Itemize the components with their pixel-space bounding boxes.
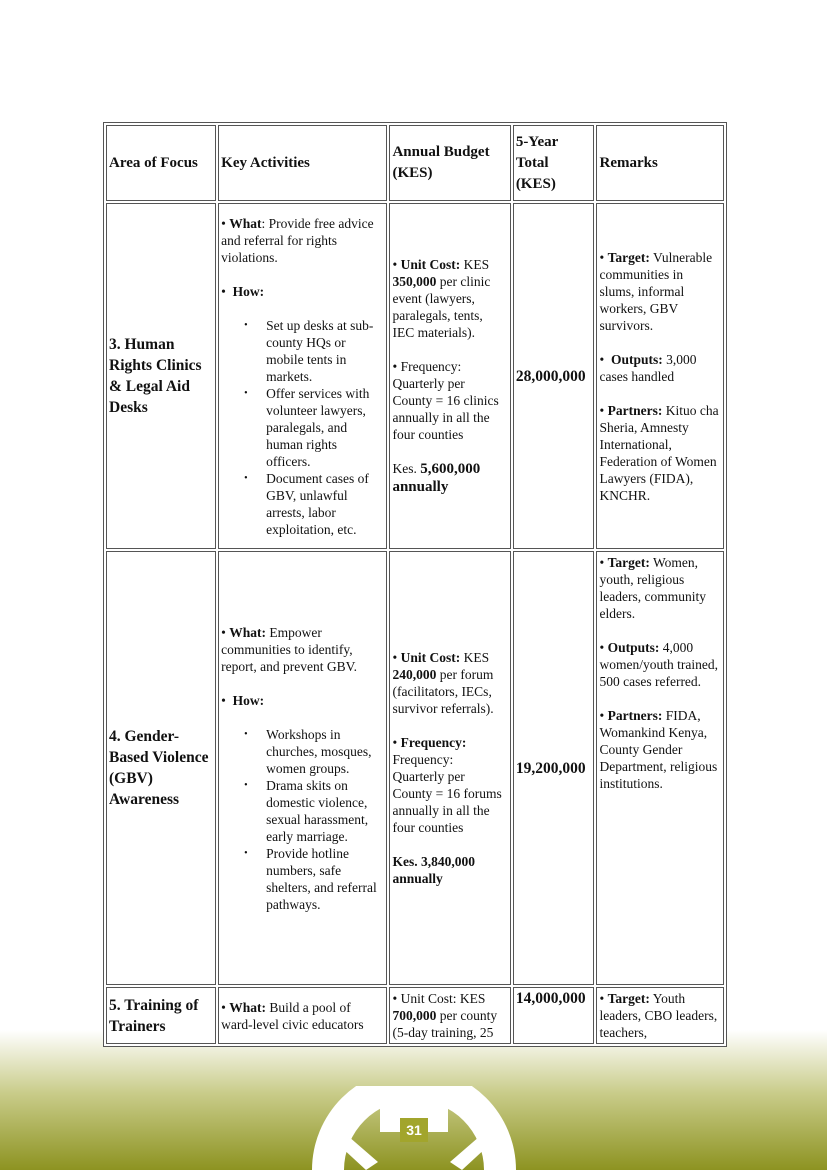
list-item: • Set up desks at sub-county HQs or mobile tents in markets.	[266, 317, 384, 385]
unit-cost-prefix: KES	[460, 650, 490, 665]
unit-cost-text: • Unit Cost: KES	[392, 991, 486, 1006]
list-item: • Workshops in churches, mosques, women groups.	[266, 726, 384, 777]
target-label: Target:	[607, 249, 650, 265]
area-cell: 4. Gender-Based Violence (GBV) Awareness	[106, 551, 216, 985]
header-five-year-total: 5-Year Total (KES)	[513, 125, 595, 201]
frequency-text: • Frequency: Quarterly per County = 16 clinics annually in all the four counties	[392, 359, 499, 442]
annual-amount: 5,600,000 annually	[392, 461, 481, 495]
list-item: • Document cases of GBV, unlawful arrests, labor exploitation, etc.	[266, 470, 384, 538]
how-label: How:	[232, 692, 265, 708]
partners-text: FIDA, Womankind Kenya, County Gender Department, religious institutions.	[599, 708, 718, 791]
target-label: Target:	[607, 555, 650, 570]
outputs-label: Outputs:	[610, 351, 663, 367]
what-text: : Provide free advice and referral for rights violations.	[221, 215, 374, 265]
table-row	[106, 987, 724, 1044]
partners-label: Partners:	[607, 708, 663, 723]
what-label: What:	[229, 624, 267, 640]
remarks-cell: • Target: Vulnerable communities in slums, informal workers, GBV survivors. • Outputs: 3,000 cases handled • Partners: Kituo cha Sheria, Amnesty International, Federation of Women Lawyers (FIDA), KNCHR.	[596, 203, 724, 549]
how-label: How:	[232, 283, 265, 299]
what-text: Empower communities to identify, report, and prevent GBV.	[221, 624, 358, 674]
activities-cell: • What: Build a pool of ward-level civic educators	[218, 987, 387, 1044]
unit-cost-label: Unit Cost:	[400, 257, 461, 272]
unit-cost-amount: 700,000	[392, 1008, 437, 1023]
partners-text: Kituo cha Sheria, Amnesty International, Federation of Women Lawyers (FIDA), KNCHR.	[599, 402, 719, 503]
total-cell: 19,200,000	[513, 551, 595, 985]
what-label: What	[229, 215, 262, 231]
unit-cost-label: Unit Cost:	[400, 650, 461, 665]
what-text: Build a pool of ward-level civic educators	[221, 999, 364, 1032]
target-label: Target:	[607, 991, 650, 1006]
frequency-text: Frequency: Quarterly per County = 16 forums annually in all the four counties	[392, 752, 502, 835]
what-label: What:	[229, 999, 267, 1015]
unit-cost-amount: 240,000	[392, 667, 437, 682]
activities-cell: • What: Empower communities to identify, report, and prevent GBV. • How: • Workshops in churches, mosques, women groups. • Drama skits on domestic violence, sexual harassment, early marriage. • Provide hotline numbers, safe shelters, and referral pathways.	[218, 551, 387, 985]
unit-cost-rest: per county (5-day training, 25	[392, 1008, 498, 1040]
area-cell: 5. Training of Trainers	[106, 987, 216, 1044]
remarks-cell: • Target: Youth leaders, CBO leaders, teachers,	[596, 987, 724, 1044]
header-activities: Key Activities	[218, 125, 387, 201]
table-header-row	[106, 125, 724, 201]
budget-cell: • Unit Cost: KES 350,000 per clinic event (lawyers, paralegals, tents, IEC materials). • Frequency: Quarterly per County = 16 clinics annually in all the four counties Kes. 5,600,000 annually	[389, 203, 510, 549]
list-item: • Provide hotline numbers, safe shelters, and referral pathways.	[266, 845, 384, 913]
how-list	[221, 726, 384, 913]
unit-cost-text: per clinic event (lawyers, paralegals, tents, IEC materials).	[392, 274, 491, 340]
list-item: • Drama skits on domestic violence, sexual harassment, early marriage.	[266, 777, 384, 845]
table-row	[106, 203, 724, 549]
unit-cost-amount: 350,000	[392, 274, 437, 289]
budget-cell: • Unit Cost: KES 240,000 per forum (facilitators, IECs, survivor referrals). • Frequency: Frequency: Quarterly per County = 16 forums annually in all the four counties Kes. 3,840,000 annually	[389, 551, 510, 985]
annual-amount: Kes. 3,840,000 annually	[392, 854, 475, 886]
total-cell: 14,000,000	[513, 987, 595, 1044]
unit-cost-text: per forum (facilitators, IECs, survivor referrals).	[392, 667, 494, 716]
header-remarks: Remarks	[596, 125, 724, 201]
activities-cell: • What: Provide free advice and referral for rights violations. • How: • Set up desks at sub-county HQs or mobile tents in markets. • Offer services with volunteer lawyers, paralegals, and human rights officers. • Document cases of GBV, unlawful arrests, labor exploitation, etc.	[218, 203, 387, 549]
annual-prefix: Kes.	[392, 461, 421, 476]
unit-cost-prefix: KES	[460, 257, 490, 272]
remarks-cell: • Target: Women, youth, religious leaders, community elders. • Outputs: 4,000 women/youth trained, 500 cases referred. • Partners: FIDA, Womankind Kenya, County Gender Department, religious institutions.	[596, 551, 724, 985]
total-cell: 28,000,000	[513, 203, 595, 549]
budget-table	[103, 122, 727, 1047]
area-cell: 3. Human Rights Clinics & Legal Aid Desks	[106, 203, 216, 549]
outputs-label: Outputs:	[607, 640, 660, 655]
page-number: 31	[400, 1118, 428, 1142]
list-item: • Offer services with volunteer lawyers, paralegals, and human rights officers.	[266, 385, 384, 470]
target-text: Vulnerable communities in slums, informal workers, GBV survivors.	[599, 249, 713, 333]
header-area: Area of Focus	[106, 125, 216, 201]
budget-cell	[389, 987, 510, 1044]
table-row	[106, 551, 724, 985]
target-text: Women, youth, religious leaders, community elders.	[599, 555, 706, 621]
target-text: Youth leaders, CBO leaders, teachers,	[599, 991, 718, 1040]
partners-label: Partners:	[607, 402, 663, 418]
frequency-label: Frequency:	[400, 735, 467, 750]
how-list	[221, 317, 384, 538]
outputs-text: 4,000 women/youth trained, 500 cases referred.	[599, 640, 718, 689]
outputs-text: 3,000 cases handled	[599, 351, 697, 384]
header-annual-budget: Annual Budget (KES)	[389, 125, 510, 201]
